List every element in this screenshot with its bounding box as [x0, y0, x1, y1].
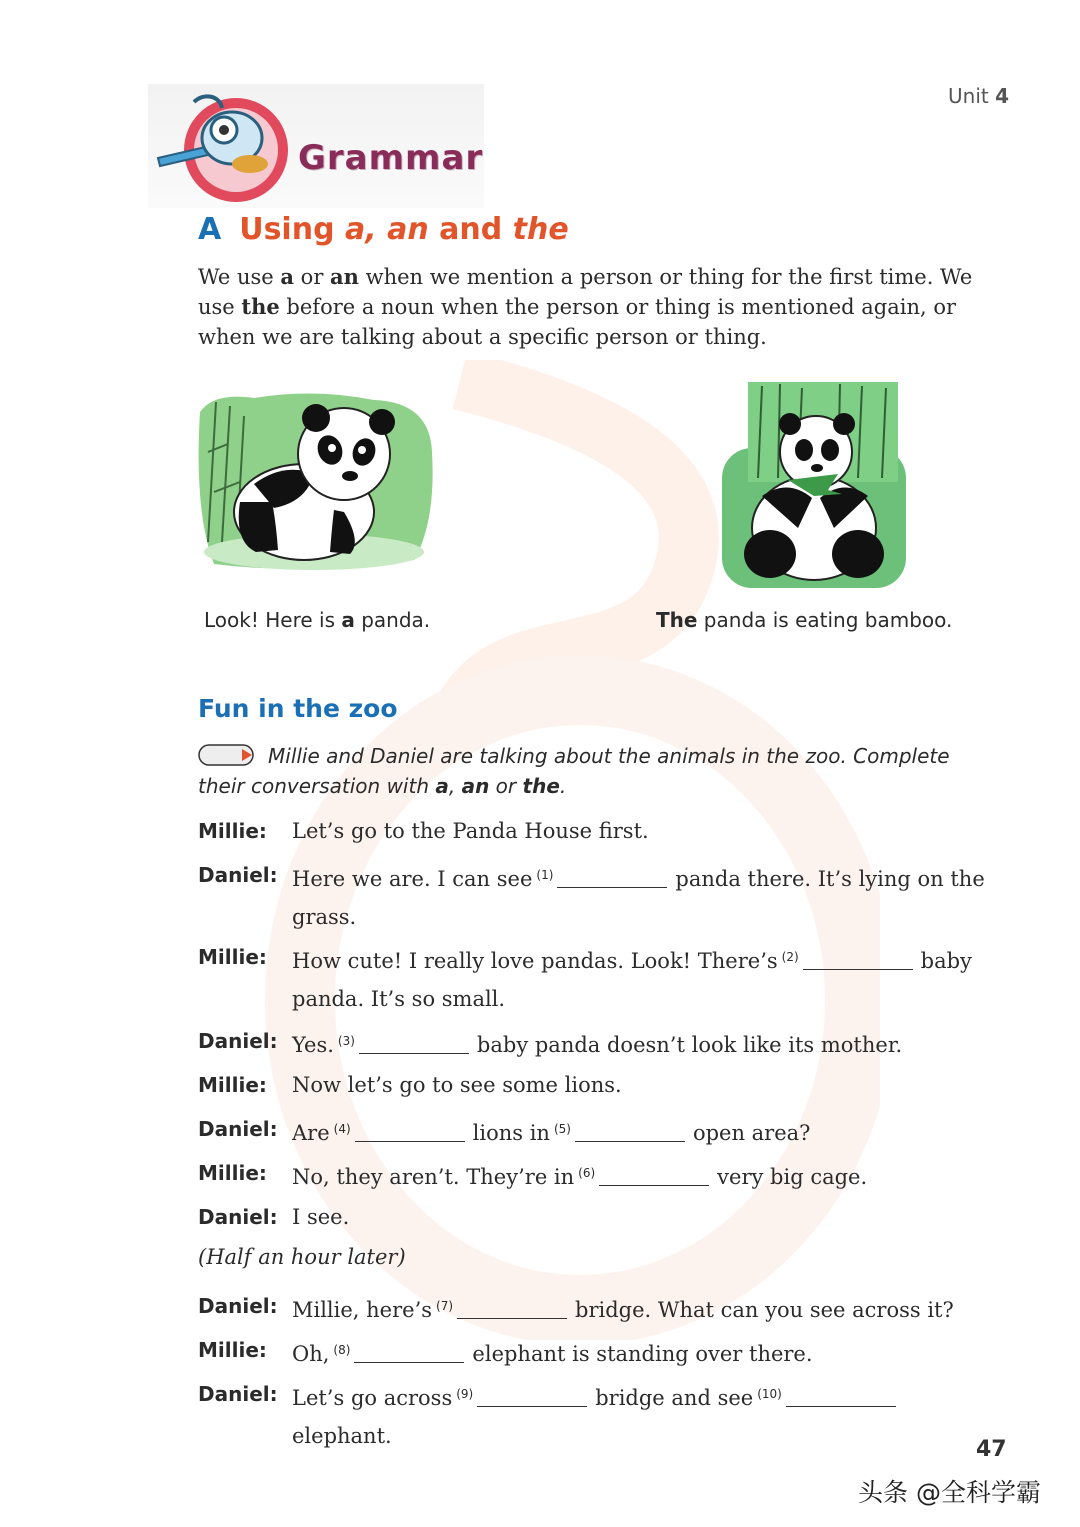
panda-illustration-right	[718, 378, 910, 592]
speaker-name: Daniel:	[198, 863, 278, 887]
speaker-name: Millie:	[198, 1073, 267, 1097]
blank-number: (9)	[456, 1387, 474, 1401]
blank-number: (2)	[781, 950, 799, 964]
answer-blank[interactable]	[575, 1123, 685, 1142]
answer-blank[interactable]	[786, 1388, 896, 1407]
section-title: Using a, an and the	[239, 212, 569, 247]
grammar-title: Grammar	[298, 138, 484, 178]
section-a-heading	[198, 212, 569, 247]
answer-blank[interactable]	[803, 951, 913, 970]
answer-blank[interactable]	[557, 869, 667, 888]
exercise-pill-icon	[198, 744, 254, 766]
speaker-name: Daniel:	[198, 1294, 278, 1318]
speaker-name: Daniel:	[198, 1029, 278, 1053]
answer-blank[interactable]	[457, 1300, 567, 1319]
speaker-name: Millie:	[198, 819, 267, 843]
speech-text: Let’s go to the Panda House first.	[292, 819, 649, 843]
speaker-name: Daniel:	[198, 1117, 278, 1141]
answer-blank[interactable]	[355, 1123, 465, 1142]
speech-text: Now let’s go to see some lions.	[292, 1073, 622, 1097]
source-credit: 头条 @全科学霸	[858, 1478, 1041, 1507]
speaker-name: Daniel:	[198, 1205, 278, 1229]
speaker-name: Millie:	[198, 1338, 267, 1362]
answer-blank[interactable]	[477, 1388, 587, 1407]
speech-text: Millie, here’s $^{(7)}$ bridge. What can you see across it?	[292, 1298, 954, 1322]
answer-blank[interactable]	[354, 1344, 464, 1363]
speaker-name: Millie:	[198, 945, 267, 969]
panda-illustration-left	[194, 392, 436, 576]
caption-right: The panda is eating bamboo.	[656, 608, 953, 632]
fun-in-the-zoo-heading: Fun in the zoo	[198, 694, 398, 723]
blank-number: (10)	[757, 1387, 782, 1401]
page-number: 47	[976, 1437, 1007, 1462]
blank-number: (8)	[333, 1343, 351, 1357]
unit-label: Unit 4	[948, 84, 1009, 108]
blank-number: (1)	[536, 868, 554, 882]
answer-blank[interactable]	[599, 1167, 709, 1186]
speech-text: Here we are. I can see $^{(1)}$ panda there. It’s lying on the grass.	[292, 867, 985, 929]
speech-text: No, they aren’t. They’re in $^{(6)}$ very big cage.	[292, 1165, 868, 1189]
exercise-instructions: Millie and Daniel are talking about the animals in the zoo. Complete their conversation with a, an or the.	[198, 744, 950, 798]
caption-left: Look! Here is a panda.	[204, 608, 431, 632]
stage-direction: (Half an hour later)	[198, 1245, 406, 1269]
intro-paragraph: We use a or an when we mention a person or thing for the first time. We use the before a noun when the person or thing is mentioned again, or when we are talking about a specific person or thing.	[198, 264, 973, 349]
blank-number: (6)	[578, 1166, 596, 1180]
speaker-name: Millie:	[198, 1161, 267, 1185]
speech-text: I see.	[292, 1205, 350, 1229]
speech-text: How cute! I really love pandas. Look! There’s $^{(2)}$ baby panda. It’s so small.	[292, 949, 972, 1011]
speech-text: Are $^{(4)}$ lions in $^{(5)}$ open area?	[292, 1121, 811, 1145]
speaker-name: Daniel:	[198, 1382, 278, 1406]
magnifier-mascot-icon	[150, 88, 300, 206]
speech-text: Yes. $^{(3)}$ baby panda doesn’t look like its mother.	[292, 1033, 903, 1057]
blank-number: (4)	[333, 1122, 351, 1136]
speech-text: Oh, $^{(8)}$ elephant is standing over there.	[292, 1342, 813, 1366]
blank-number: (3)	[337, 1034, 355, 1048]
speech-text: Let’s go across $^{(9)}$ bridge and see $^{(10)}$elephant.	[292, 1375, 992, 1455]
blank-number: (5)	[553, 1122, 571, 1136]
blank-number: (7)	[436, 1299, 454, 1313]
section-letter: A	[198, 212, 222, 247]
answer-blank[interactable]	[359, 1035, 469, 1054]
